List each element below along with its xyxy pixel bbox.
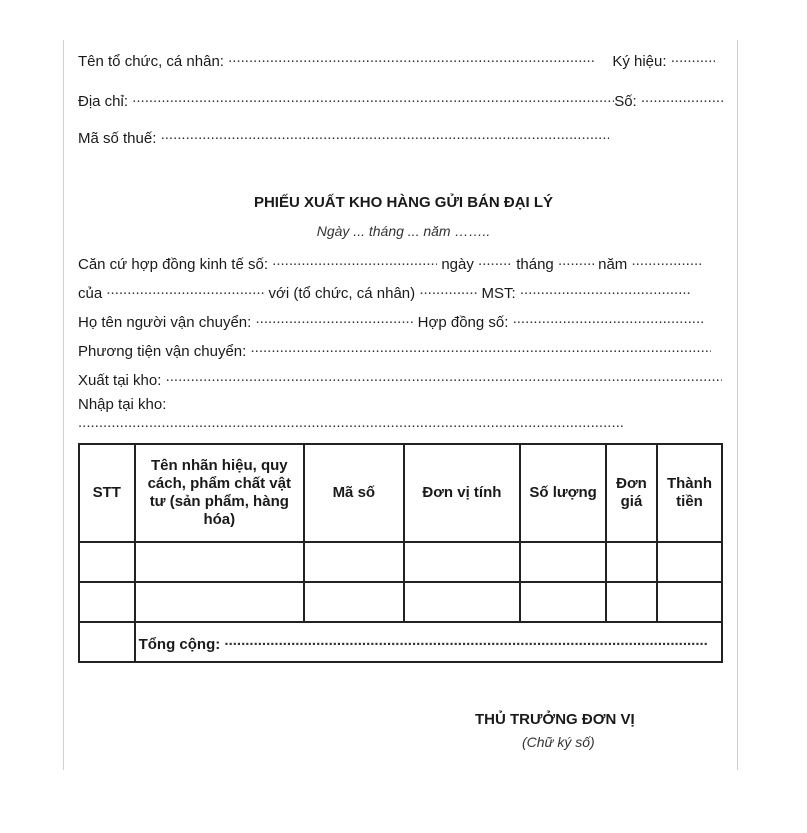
document-date: Ngày ... tháng ... năm ……..: [316, 223, 491, 239]
contract-no-label: Hợp đồng số:: [417, 314, 509, 331]
warehouse-in-label: Nhập tại kho:: [78, 396, 167, 413]
total-label: Tổng cộng:: [138, 635, 221, 653]
col-header-name: Tên nhãn hiệu, quy cách, phẩm chất vật tư (sản phẩm, hàng hóa): [135, 444, 304, 542]
carrier-row: [78, 310, 703, 331]
table-cell[interactable]: [79, 542, 135, 582]
table-cell[interactable]: [79, 582, 135, 622]
warehouse-in-field-row: [78, 414, 623, 435]
table-cell[interactable]: [135, 582, 304, 622]
table-cell[interactable]: [304, 582, 404, 622]
tax-code-row: [78, 126, 609, 147]
org-name-row: [78, 49, 715, 70]
col-header-quantity: Số lượng: [520, 444, 606, 542]
table-total-row: [79, 622, 722, 662]
carrier-field[interactable]: [256, 310, 414, 327]
table-cell[interactable]: [520, 582, 606, 622]
total-field: [224, 632, 708, 649]
tax-code-label: Mã số thuế:: [78, 130, 157, 147]
with-label: với (tổ chức, cá nhân): [268, 285, 416, 302]
goods-table: [78, 443, 723, 663]
month-label: tháng: [516, 256, 554, 273]
contract-label: Căn cứ hợp đồng kinh tế số:: [78, 256, 268, 273]
table-cell[interactable]: [135, 542, 304, 582]
warehouse-out-row: [78, 368, 722, 389]
table-cell[interactable]: [657, 582, 722, 622]
col-header-stt: STT: [79, 444, 135, 542]
col-header-amount: Thành tiền: [657, 444, 722, 542]
address-label: Địa chỉ:: [78, 93, 129, 110]
table-row: [79, 542, 722, 582]
warehouse-out-label: Xuất tại kho:: [78, 372, 162, 389]
symbol-label: Ký hiệu:: [612, 53, 667, 70]
carrier-label: Họ tên người vận chuyển:: [78, 314, 252, 331]
table-cell[interactable]: [606, 582, 657, 622]
table-header-row: [79, 444, 722, 542]
table-row: [79, 582, 722, 622]
day-label: ngày: [441, 256, 474, 273]
symbol-field[interactable]: [671, 49, 715, 66]
table-cell[interactable]: [606, 542, 657, 582]
table-cell[interactable]: [79, 622, 135, 662]
table-cell[interactable]: [404, 582, 521, 622]
table-cell[interactable]: [520, 542, 606, 582]
col-header-price: Đơn giá: [606, 444, 657, 542]
vehicle-label: Phương tiện vận chuyển:: [78, 343, 247, 360]
org-name-label: Tên tổ chức, cá nhân:: [78, 53, 224, 70]
col-header-code: Mã số: [304, 444, 404, 542]
warehouse-out-field[interactable]: [166, 368, 722, 385]
year-label: năm: [598, 256, 628, 273]
warehouse-in-row: [78, 396, 166, 413]
of-field[interactable]: [106, 281, 264, 298]
table-cell[interactable]: [304, 542, 404, 582]
parties-row: [78, 281, 692, 302]
number-field[interactable]: [641, 89, 723, 106]
warehouse-in-field[interactable]: [78, 414, 623, 431]
signature-note: (Chữ ký số): [522, 734, 595, 750]
with-field[interactable]: [419, 281, 477, 298]
contract-number-field[interactable]: [272, 252, 437, 269]
address-row: [78, 89, 723, 110]
document-title: PHIẾU XUẤT KHO HÀNG GỬI BÁN ĐẠI LÝ: [253, 194, 554, 211]
day-field[interactable]: [478, 252, 512, 269]
total-cell[interactable]: [135, 622, 722, 662]
month-field[interactable]: [558, 252, 594, 269]
col-header-unit: Đơn vị tính: [404, 444, 521, 542]
vehicle-field[interactable]: [251, 339, 711, 356]
vehicle-row: [78, 339, 711, 360]
tax-code-field[interactable]: [161, 126, 609, 143]
number-label: Số:: [614, 93, 637, 110]
table-cell[interactable]: [404, 542, 521, 582]
org-name-field[interactable]: [228, 49, 596, 66]
contract-no-field[interactable]: [513, 310, 703, 327]
mst-field[interactable]: [520, 281, 692, 298]
of-label: của: [78, 285, 103, 302]
page-left-border: [63, 40, 64, 770]
signature-title: THỦ TRƯỞNG ĐƠN VỊ: [475, 711, 635, 728]
page-right-border: [737, 40, 738, 770]
year-field[interactable]: [631, 252, 703, 269]
address-field[interactable]: [132, 89, 614, 106]
table-cell[interactable]: [657, 542, 722, 582]
contract-row: [78, 252, 703, 273]
mst-label: MST:: [481, 285, 516, 302]
